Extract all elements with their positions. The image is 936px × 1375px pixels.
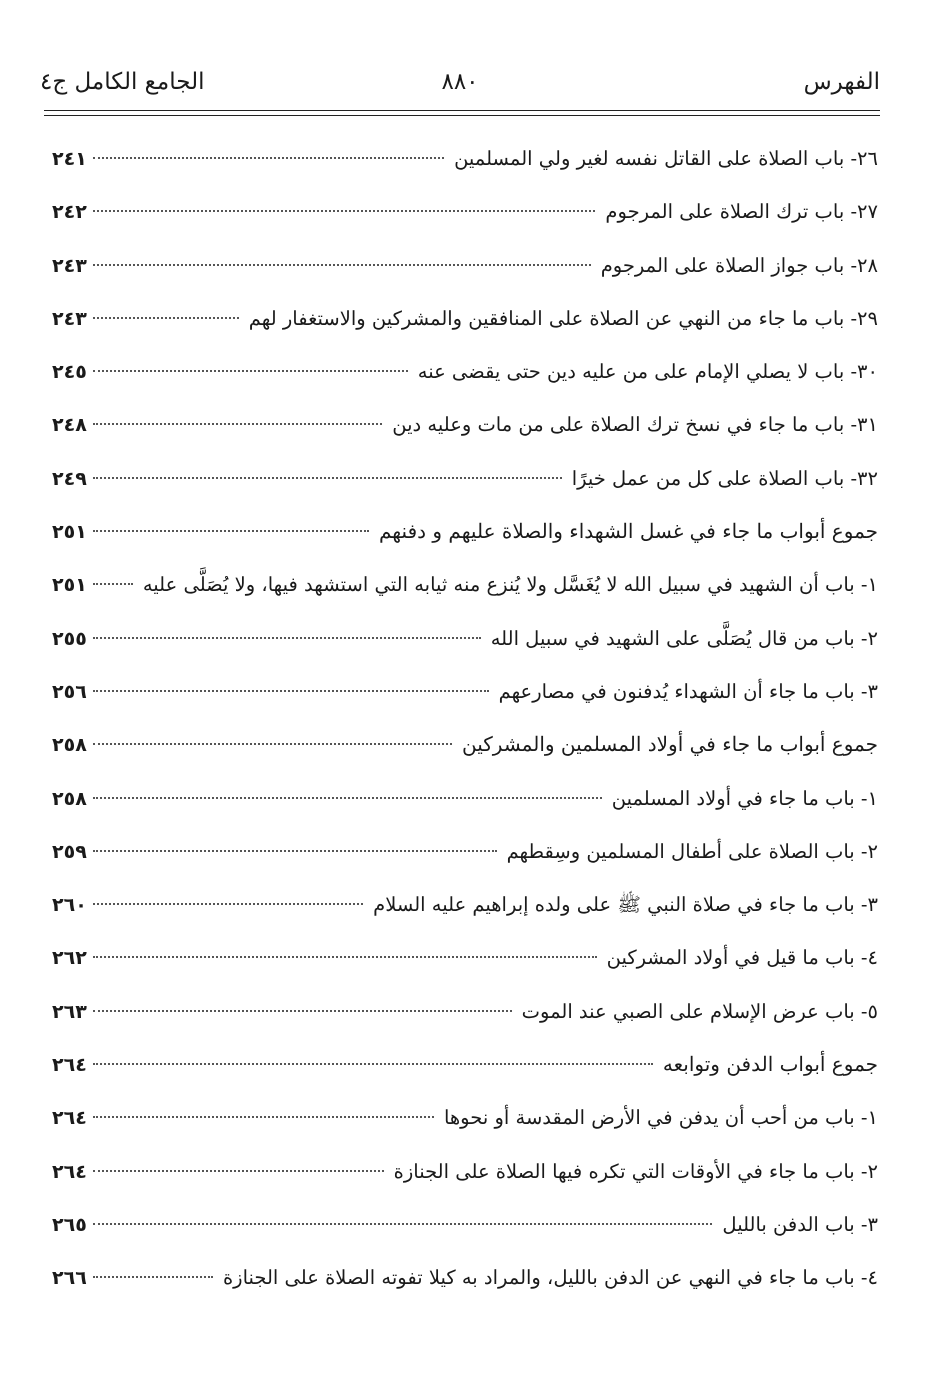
- toc-leader-dots: [93, 797, 602, 799]
- toc-entry-title: جموع أبواب الدفن وتوابعه: [662, 1052, 878, 1077]
- toc-entry-page: ٢٥٨: [52, 787, 87, 810]
- toc-entry: [52, 1198, 878, 1251]
- toc-entry-page: ٢٤٥: [52, 361, 87, 384]
- toc-entry-title: ٢٩- باب ما جاء من النهي عن الصلاة على المنافقين والمشركين والاستغفار لهم: [248, 306, 878, 330]
- toc-entry: [52, 665, 878, 718]
- toc-entry-page: ٢٤٣: [52, 307, 87, 330]
- toc-entry-title: ٣- باب الدفن بالليل: [722, 1212, 878, 1236]
- toc-entry: [52, 878, 878, 931]
- toc-entry-page: ٢٦٠: [52, 894, 87, 917]
- toc-entry: [52, 132, 878, 185]
- toc-entry-page: ٢٤٨: [52, 414, 87, 437]
- page-number: ٨٨٠: [441, 69, 479, 95]
- toc-leader-dots: [93, 903, 363, 905]
- toc-leader-dots: [93, 423, 382, 425]
- toc-entry-title: ٣- باب ما جاء أن الشهداء يُدفنون في مصارعهم: [498, 679, 878, 703]
- toc-entry: [52, 1091, 878, 1144]
- toc-entry: [52, 931, 878, 984]
- toc-entry: [52, 185, 878, 238]
- toc-entry: [52, 1038, 878, 1091]
- toc-entry-title: ٣٢- باب الصلاة على كل من عمل خيرًا: [571, 466, 878, 490]
- toc-leader-dots: [93, 1170, 384, 1172]
- toc-leader-dots: [93, 1276, 213, 1278]
- table-of-contents: [52, 132, 878, 1305]
- toc-entry: [52, 825, 878, 878]
- toc-entry-page: ٢٦٢: [52, 947, 87, 970]
- toc-entry-title: ٢- باب من قال يُصَلَّى على الشهيد في سبيل الله: [490, 626, 878, 650]
- toc-leader-dots: [93, 583, 133, 585]
- toc-entry-title: ٢٧- باب ترك الصلاة على المرجوم: [605, 200, 878, 224]
- toc-entry: [52, 398, 878, 451]
- section-title: الفهرس: [803, 69, 880, 95]
- toc-leader-dots: [93, 743, 452, 745]
- toc-entry-title: جموع أبواب ما جاء في أولاد المسلمين والمشركين: [462, 732, 878, 757]
- toc-entry: [52, 558, 878, 611]
- toc-leader-dots: [93, 1010, 512, 1012]
- toc-entry: [52, 1145, 878, 1198]
- toc-entry-page: ٢٥١: [52, 521, 87, 544]
- toc-leader-dots: [93, 317, 239, 319]
- toc-entry-page: ٢٥١: [52, 574, 87, 597]
- toc-leader-dots: [93, 477, 562, 479]
- book-title: الجامع الكامل ج٤: [40, 69, 205, 95]
- toc-leader-dots: [93, 1063, 653, 1065]
- toc-entry-page: ٢٦٣: [52, 1000, 87, 1023]
- toc-entry-page: ٢٦٥: [52, 1213, 87, 1236]
- toc-entry-title: جموع أبواب ما جاء في غسل الشهداء والصلاة عليهم و دفنهم: [379, 519, 878, 544]
- toc-entry-page: ٢٥٨: [52, 734, 87, 757]
- toc-entry: [52, 505, 878, 558]
- toc-entry-page: ٢٦٦: [52, 1267, 87, 1290]
- toc-leader-dots: [93, 264, 591, 266]
- toc-leader-dots: [93, 850, 497, 852]
- toc-entry: [52, 772, 878, 825]
- toc-entry: [52, 239, 878, 292]
- toc-leader-dots: [93, 370, 408, 372]
- toc-entry-title: ١- باب أن الشهيد في سبيل الله لا يُغَسَّل ولا يُنزع منه ثيابه التي استشهد فيها، ولا يُصَلَّى عليه: [142, 573, 878, 597]
- toc-leader-dots: [93, 637, 481, 639]
- toc-entry-title: ٣٠- باب لا يصلي الإمام على من عليه دين حتى يقضى عنه: [417, 360, 878, 384]
- toc-entry: [52, 1251, 878, 1304]
- toc-leader-dots: [93, 210, 596, 212]
- toc-entry-title: ٢٦- باب الصلاة على القاتل نفسه لغير ولي المسلمين: [454, 147, 878, 170]
- toc-entry-title: ٣١- باب ما جاء في نسخ ترك الصلاة على من مات وعليه دين: [392, 413, 878, 437]
- toc-entry-page: ٢٤٢: [52, 201, 87, 224]
- toc-entry: [52, 452, 878, 505]
- toc-entry-title: ٢٨- باب جواز الصلاة على المرجوم: [600, 253, 878, 277]
- toc-entry-page: ٢٦٤: [52, 1054, 87, 1077]
- toc-entry: [52, 292, 878, 345]
- toc-leader-dots: [93, 530, 369, 532]
- toc-entry-page: ٢٦٤: [52, 1107, 87, 1130]
- header-rule-thin: [44, 115, 880, 116]
- toc-entry-title: ١- باب من أحب أن يدفن في الأرض المقدسة أو نحوها: [443, 1106, 878, 1130]
- toc-entry-page: ٢٤٣: [52, 254, 87, 277]
- header-rule-thick: [44, 110, 880, 111]
- toc-entry-title: ٤- باب ما جاء في النهي عن الدفن بالليل، والمراد به كيلا تفوته الصلاة على الجنازة: [222, 1266, 878, 1290]
- toc-leader-dots: [93, 690, 489, 692]
- toc-entry-page: ٢٤٩: [52, 467, 87, 490]
- toc-entry: [52, 612, 878, 665]
- toc-entry-title: ٢- باب الصلاة على أطفال المسلمين وسِقطهم: [506, 839, 878, 863]
- running-header: [40, 62, 880, 112]
- toc-entry-title: ١- باب ما جاء في أولاد المسلمين: [611, 786, 878, 810]
- toc-leader-dots: [93, 157, 444, 159]
- toc-entry-title: ٤- باب ما قيل في أولاد المشركين: [606, 946, 878, 970]
- toc-entry-page: ٢٥٩: [52, 840, 87, 863]
- toc-entry-title: ٢- باب ما جاء في الأوقات التي تكره فيها الصلاة على الجنازة: [393, 1159, 878, 1183]
- toc-leader-dots: [93, 1223, 713, 1225]
- toc-entry-page: ٢٥٥: [52, 627, 87, 650]
- toc-entry-title: ٥- باب عرض الإسلام على الصبي عند الموت: [521, 999, 878, 1023]
- toc-entry: [52, 985, 878, 1038]
- toc-entry-title: ٣- باب ما جاء في صلاة النبي ﷺ على ولده إبراهيم عليه السلام: [373, 893, 878, 917]
- toc-entry-page: ٢٦٤: [52, 1160, 87, 1183]
- toc-leader-dots: [93, 956, 597, 958]
- toc-entry-page: ٢٥٦: [52, 680, 87, 703]
- toc-entry-page: ٢٤١: [52, 148, 87, 170]
- toc-entry: [52, 718, 878, 771]
- toc-leader-dots: [93, 1116, 434, 1118]
- toc-entry: [52, 345, 878, 398]
